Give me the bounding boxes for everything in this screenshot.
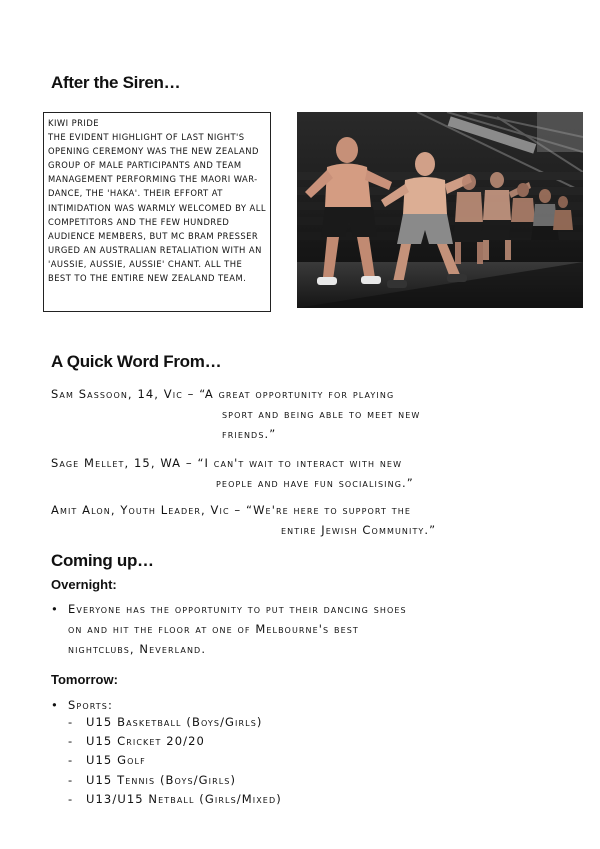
dash-icon: - [68,753,74,768]
kiwi-pride-body: THE EVIDENT HIGHLIGHT OF LAST NIGHT'S OPENING CEREMONY WAS THE NEW ZEALAND GROUP OF MALE PARTICIPANTS AND TEAM MANAGEMENT PERFORMING THE MAORI WAR-DANCE, THE 'HAKA'. THEIR EFFORT AT INTIMIDATION WAS WARMLY WELCOMED BY ALL COMPETITORS AND THE FEW HUNDRED AUDIENCE MEMBERS, BUT MC BRAM PRESSER URGED AN AUSTRALIAN RETALIATION WITH AN 'AUSSIE, AUSSIE, AUSSIE' CHANT. ALL THE BEST TO THE ENTIRE NEW ZEALAND TEAM. [48,132,266,284]
sport-label: U13/U15 Netball (Girls/Mixed) [86,791,282,806]
sport-label: U15 Cricket 20/20 [86,734,205,749]
list-item [68,751,282,770]
quote-amit-alon [51,500,436,540]
tomorrow-bullet [51,695,571,715]
dash-icon: - [68,715,74,729]
quote-sage-mellet [51,453,414,493]
overnight-text-line: nightclubs, Neverland. [68,642,207,656]
quote-speaker: Amit Alon, Youth Leader, Vic – [51,503,247,517]
bullet-icon: • [51,698,59,712]
quote-text-continued: entire Jewish Community.” [281,523,437,537]
quote-text-continued: sport and being able to meet new [222,407,421,421]
list-item [68,790,282,809]
overnight-text [68,599,568,659]
quick-word-heading: A Quick Word From… [51,352,222,371]
tomorrow-heading: Tomorrow: [51,672,118,687]
coming-up-heading: Coming up… [51,551,154,570]
dash-icon: - [68,772,74,787]
quote-speaker: Sam Sassoon, 14, Vic – [51,387,200,401]
quote-text: “I can't wait to interact with new [197,456,403,470]
haka-photo-illustration [297,112,583,308]
after-siren-heading: After the Siren… [51,73,181,92]
quote-text: “We're here to support the [246,503,411,517]
sports-label: Sports: [68,698,113,712]
list-item [68,732,282,751]
quote-text-continued: people and have fun socialising.” [216,476,414,490]
quote-speaker: Sage Mellet, 15, WA – [51,456,198,470]
quote-text: “A great opportunity for playing [199,387,395,401]
overnight-bullet [51,599,571,659]
quote-text-continued: friends.” [222,427,277,441]
overnight-text-line: on and hit the floor at one of Melbourne's best [68,622,359,636]
quote-sam-sassoon [51,384,420,444]
sport-label: U15 Tennis (Boys/Girls) [86,772,237,787]
list-item [68,771,282,790]
kiwi-pride-box [43,112,271,312]
kiwi-pride-title: KIWI PRIDE [48,118,99,128]
haka-photo [297,112,583,308]
list-item [68,713,282,732]
sport-label: U15 Basketball (Boys/Girls) [86,715,263,729]
sport-label: U15 Golf [86,753,146,768]
dash-icon: - [68,791,74,806]
sports-list [68,713,282,809]
bullet-icon: • [51,602,59,616]
overnight-heading: Overnight: [51,577,117,592]
dash-icon: - [68,734,74,749]
overnight-text-line: Everyone has the opportunity to put their dancing shoes [68,602,407,616]
